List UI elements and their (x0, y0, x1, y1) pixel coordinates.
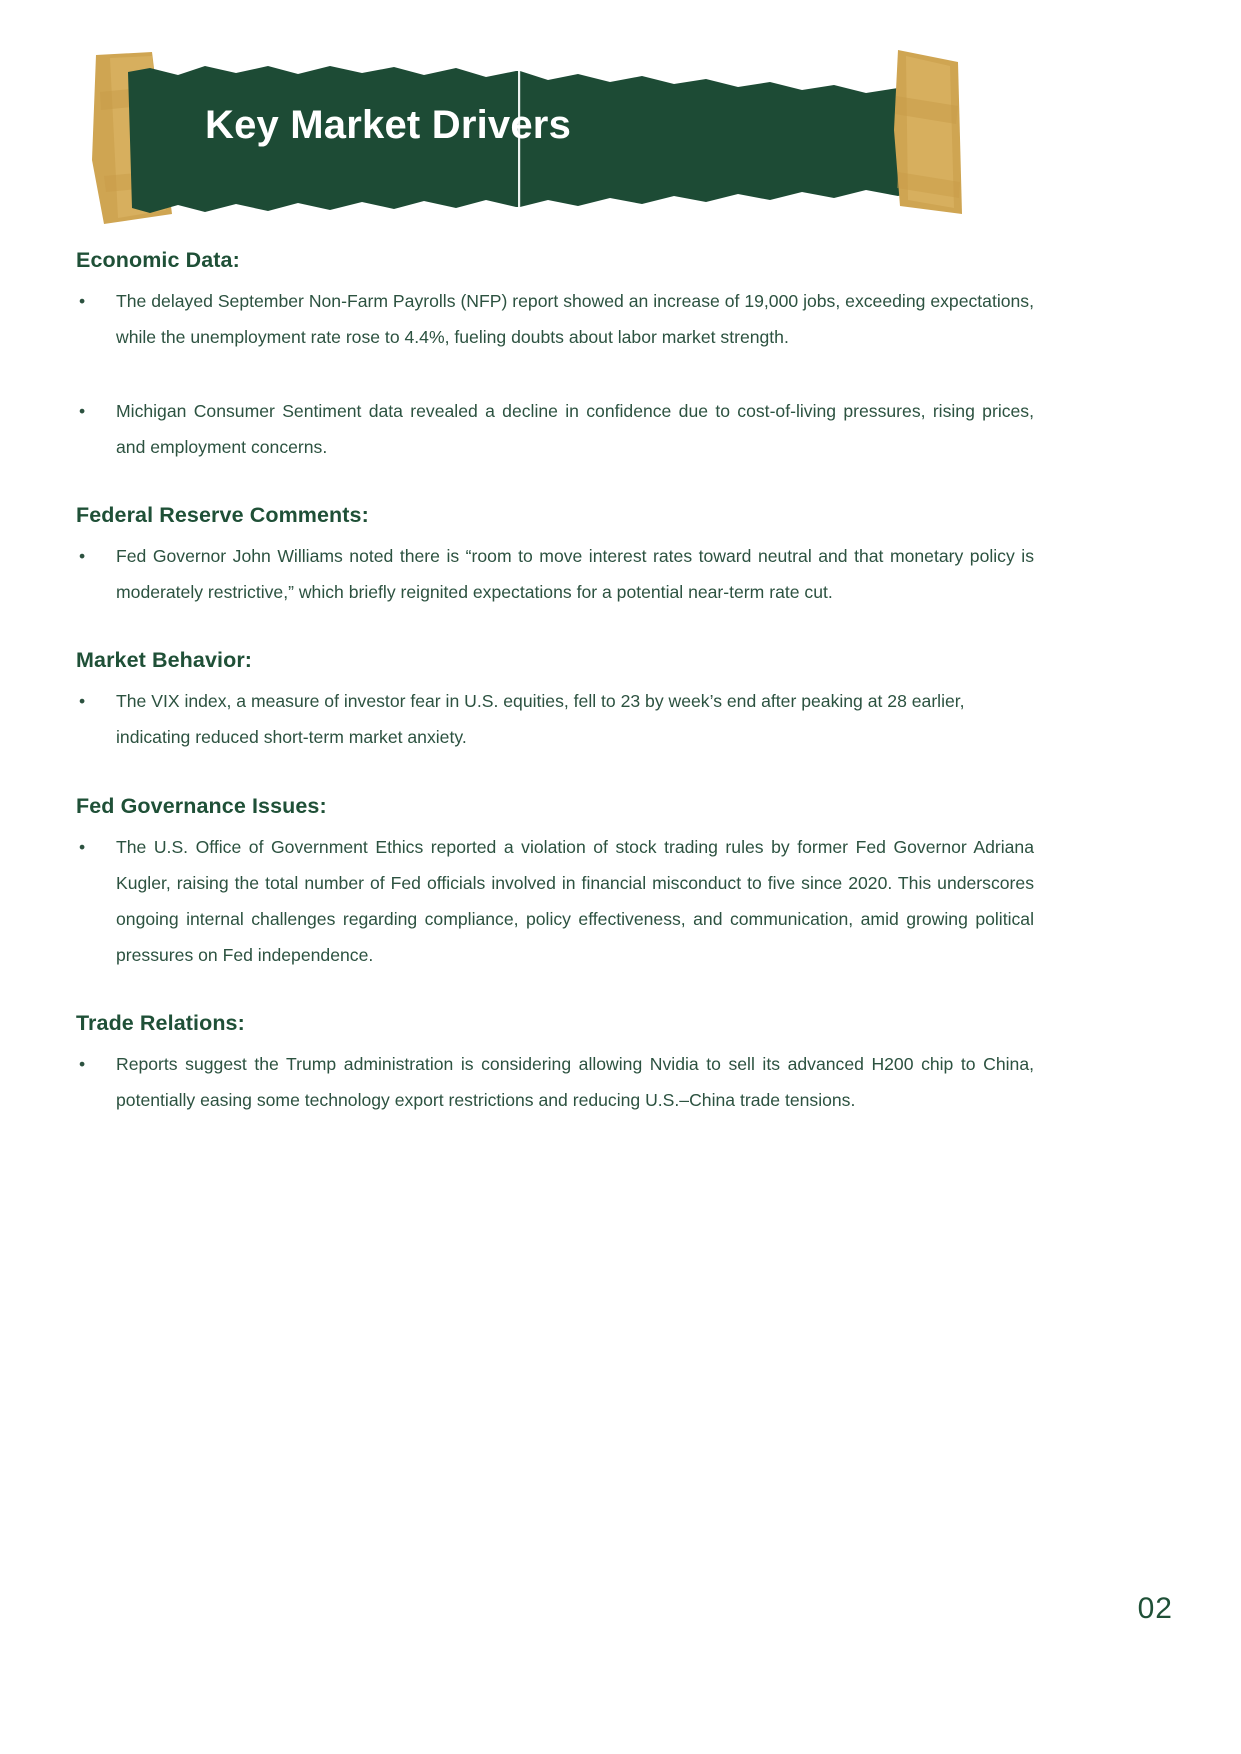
section-trade-relations (76, 1011, 1034, 1118)
bullet-dot-icon: • (79, 291, 86, 311)
banner-graphic (0, 0, 1241, 245)
list-item-text: The VIX index, a measure of investor fear in U.S. equities, fell to 23 by week’s end after peaking at 28 earlier, indicating reduced short-term market anxiety. (116, 691, 965, 748)
list-item-text: Fed Governor John Williams noted there is “room to move interest rates toward neutral and that monetary policy is moderately restrictive,” which briefly reignited expectations for a potential near-term rate cut. (116, 546, 1034, 603)
bullet-dot-icon: • (79, 836, 86, 857)
section-economic-data (76, 248, 1034, 465)
section-heading-fed-governance-issues: Fed Governance Issues: (76, 793, 327, 818)
bullet-dot-icon: • (79, 546, 86, 567)
list-item-text: Reports suggest the Trump administration is considering allowing Nvidia to sell its advanced H200 chip to China, potentially easing some technology export restrictions and reducing U.S.–China trade tensions. (116, 1053, 1034, 1110)
section-federal-reserve-comments (76, 503, 1034, 610)
list-item-text: The delayed September Non-Farm Payrolls (NFP) report showed an increase of 19,000 jobs, exceeding expectations, while the unemployment rate rose to 4.4%, fueling doubts about labor market strength. (116, 291, 1034, 348)
section-market-behavior (76, 648, 1034, 755)
page-title: Key Market Drivers (205, 103, 572, 147)
gold-tape-right (894, 50, 962, 214)
bullet-dot-icon: • (79, 401, 86, 422)
list-item (76, 283, 1034, 355)
list-item (76, 1046, 1034, 1118)
list-item-text: Michigan Consumer Sentiment data revealed a decline in confidence due to cost-of-living pressures, rising prices, and employment concerns. (116, 401, 1034, 458)
bullet-list-market-behavior (76, 683, 1034, 755)
section-heading-market-behavior: Market Behavior: (76, 648, 253, 673)
bullet-list-fed-governance-issues (76, 829, 1034, 973)
list-item (76, 393, 1034, 465)
page-header-banner (0, 0, 1241, 245)
list-item (76, 829, 1034, 973)
document-body (76, 248, 1034, 1118)
section-fed-governance-issues (76, 794, 1034, 973)
section-heading-economic-data: Economic Data: (76, 248, 240, 272)
bullet-list-economic-data (76, 283, 1034, 465)
bullet-dot-icon: • (79, 691, 86, 712)
list-item-text: The U.S. Office of Government Ethics reported a violation of stock trading rules by former Fed Governor Adriana Kugler, raising the total number of Fed officials involved in financial misconduct to five since 2020. This underscores ongoing internal challenges regarding compliance, policy effectiveness, and communication, amid growing political pressures on Fed independence. (116, 836, 1034, 965)
bullet-list-trade-relations (76, 1046, 1034, 1118)
list-item (76, 683, 1034, 755)
section-heading-federal-reserve-comments: Federal Reserve Comments: (76, 503, 369, 528)
section-heading-trade-relations: Trade Relations: (76, 1010, 245, 1035)
bullet-dot-icon: • (79, 1053, 86, 1074)
page-number: 02 (1137, 1592, 1173, 1625)
bullet-list-federal-reserve-comments (76, 538, 1034, 610)
list-item (76, 538, 1034, 610)
